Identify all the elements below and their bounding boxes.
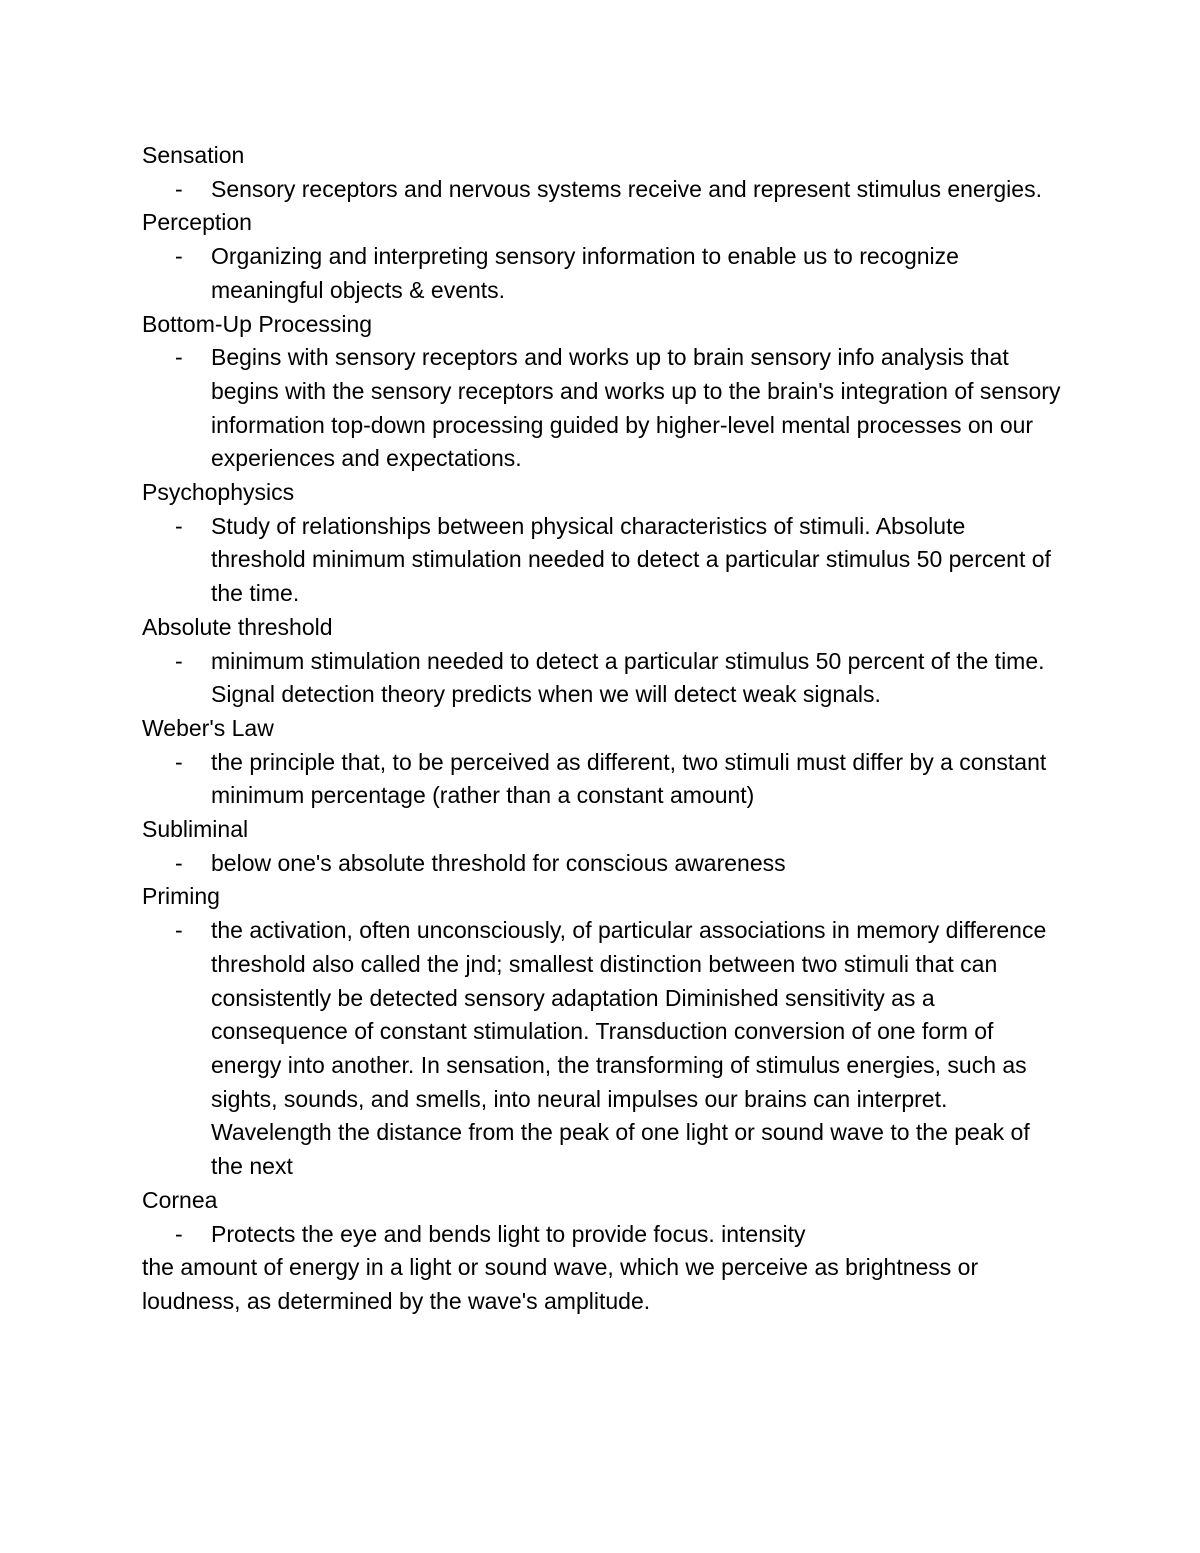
- bullet-item: [142, 1218, 1062, 1252]
- definition-text: Organizing and interpreting sensory information to enable us to recognize meaningful objects & events.: [211, 243, 959, 303]
- term-heading: Psychophysics: [142, 479, 295, 506]
- section-psychophysics: [142, 476, 1062, 611]
- definition-text: the principle that, to be perceived as different, two stimuli must differ by a constant minimum percentage (rather than a constant amount): [211, 748, 1047, 809]
- bullet-item: [142, 914, 1062, 1184]
- bullet-dash: -: [175, 849, 183, 876]
- definition-text: Sensory receptors and nervous systems receive and represent stimulus energies.: [211, 175, 1042, 202]
- bullet-dash: -: [175, 175, 183, 202]
- bullet-dash: -: [175, 344, 183, 371]
- section-perception: [142, 206, 1062, 307]
- section-subliminal: [142, 813, 1062, 880]
- section-bottom-up-processing: [142, 308, 1062, 477]
- bullet-item: [142, 847, 1062, 881]
- bullet-item: [142, 173, 1062, 207]
- definition-text: Protects the eye and bends light to provide focus. intensity: [211, 1220, 806, 1247]
- definition-text: below one's absolute threshold for conscious awareness: [211, 849, 786, 876]
- bullet-item: [142, 746, 1062, 813]
- bullet-dash: -: [175, 647, 183, 674]
- bullet-item: [142, 341, 1062, 476]
- bullet-dash: -: [175, 512, 183, 539]
- definition-text: Begins with sensory receptors and works up to brain sensory info analysis that begins with the sensory receptors and works up to the brain's integration of sensory information top-down processing guided by higher-level mental processes on our experiences and expectations.: [211, 344, 1061, 472]
- term-heading: Perception: [142, 209, 252, 236]
- section-webers-law: [142, 712, 1062, 813]
- term-heading: Weber's Law: [142, 714, 274, 741]
- term-heading: Bottom-Up Processing: [142, 310, 373, 337]
- bullet-item: [142, 240, 1062, 307]
- term-heading: Sensation: [142, 142, 245, 168]
- section-cornea: [142, 1184, 1062, 1251]
- section-sensation: [142, 139, 1062, 206]
- section-priming: [142, 880, 1062, 1183]
- bullet-dash: -: [175, 917, 183, 944]
- notes-content: [142, 139, 1062, 1319]
- trailing-paragraph: the amount of energy in a light or sound wave, which we perceive as brightness or loudness, as determined by the wave's amplitude.: [142, 1254, 979, 1314]
- term-heading: Cornea: [142, 1186, 218, 1213]
- bullet-dash: -: [175, 1220, 183, 1247]
- term-heading: Subliminal: [142, 816, 249, 843]
- term-heading: Priming: [142, 883, 220, 910]
- bullet-dash: -: [175, 243, 183, 270]
- bullet-dash: -: [175, 748, 183, 775]
- bullet-item: [142, 510, 1062, 611]
- term-heading: Absolute threshold: [142, 613, 333, 640]
- definition-text: the activation, often unconsciously, of particular associations in memory difference threshold also called the jnd; smallest distinction between two stimuli that can consistently be detected sensory adaptation Diminished sensitivity as a consequence of constant stimulation. Transduction conversion of one form of energy into another. In sensation, the transforming of stimulus energies, such as sights, sounds, and smells, into neural impulses our brains can interpret. Wavelength the distance from the peak of one light or sound wave to the peak of the next: [211, 917, 1047, 1180]
- definition-text: minimum stimulation needed to detect a particular stimulus 50 percent of the time. Signal detection theory predicts when we will detect weak signals.: [211, 647, 1045, 708]
- definition-text: Study of relationships between physical characteristics of stimuli. Absolute threshold minimum stimulation needed to detect a particular stimulus 50 percent of the time.: [211, 512, 1051, 607]
- section-absolute-threshold: [142, 611, 1062, 712]
- bullet-item: [142, 645, 1062, 712]
